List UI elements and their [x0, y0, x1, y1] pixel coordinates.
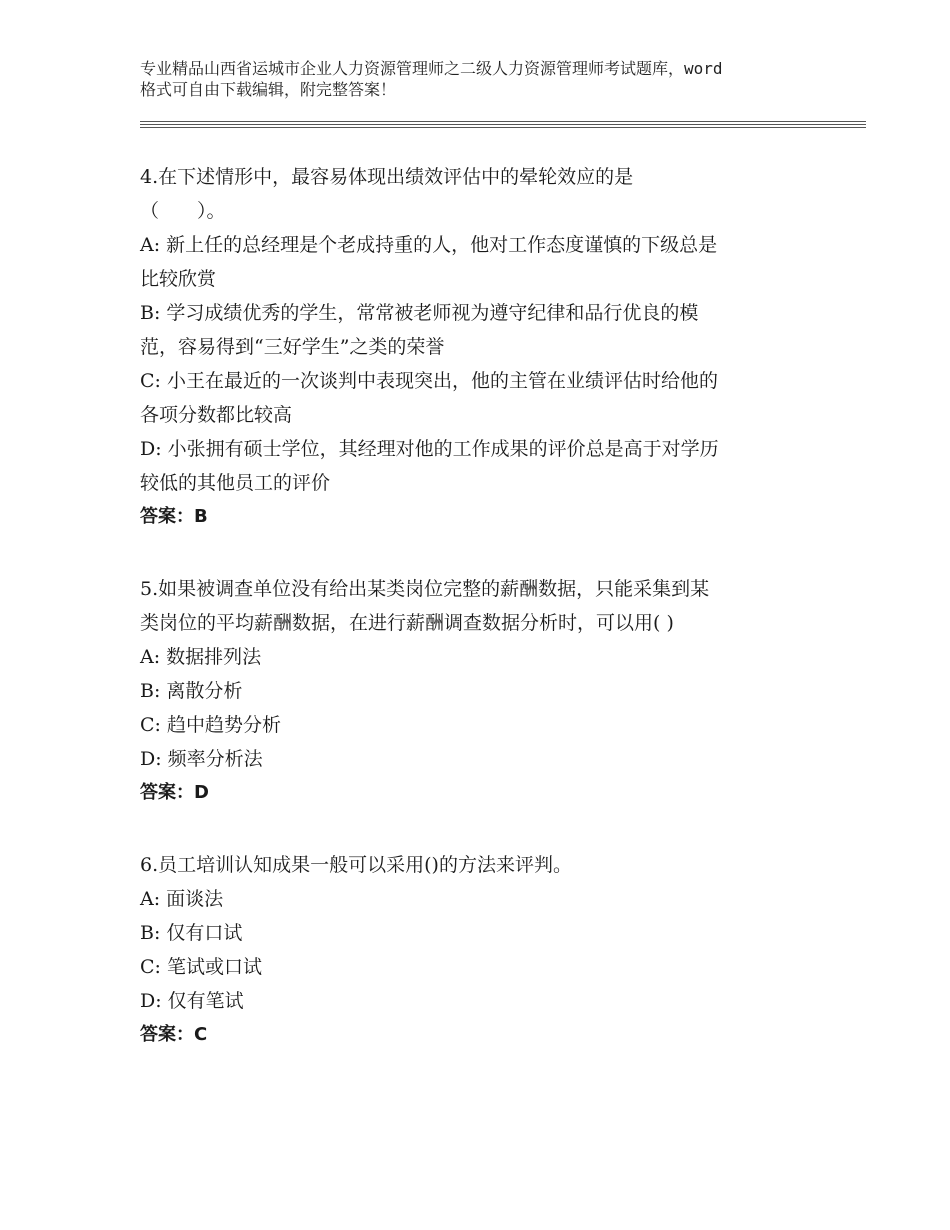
option-d: D: 频率分析法 [140, 748, 263, 770]
question-list [140, 160, 820, 1090]
question-stem: （ ）。 [140, 200, 226, 222]
option-c: 各项分数都比较高 [140, 404, 293, 426]
option-d: 较低的其他员工的评价 [140, 472, 331, 494]
header-line-2: 格式可自由下载编辑，附完整答案！ [140, 80, 397, 99]
option-c: C: 笔试或口试 [140, 956, 262, 978]
option-a: A: 数据排列法 [140, 646, 262, 668]
option-a: A: 新上任的总经理是个老成持重的人，他对工作态度谨慎的下级总是 [140, 234, 718, 256]
question-4 [140, 160, 820, 534]
question-stem: 6.员工培训认知成果一般可以采用()的方法来评判。 [140, 854, 572, 876]
question-stem: 5.如果被调查单位没有给出某类岗位完整的薪酬数据，只能采集到某 [140, 578, 710, 600]
question-5 [140, 572, 820, 810]
option-c: C: 趋中趋势分析 [140, 714, 281, 736]
header-rule [140, 127, 866, 128]
option-d: D: 小张拥有硕士学位，其经理对他的工作成果的评价总是高于对学历 [140, 438, 719, 460]
document-header [140, 58, 840, 100]
answer-label: 答案：D [140, 782, 209, 803]
header-line-1: 专业精品山西省运城市企业人力资源管理师之二级人力资源管理师考试题库，word [140, 59, 723, 78]
option-b: B: 学习成绩优秀的学生，常常被老师视为遵守纪律和品行优良的模 [140, 302, 699, 324]
question-stem: 4.在下述情形中，最容易体现出绩效评估中的晕轮效应的是 [140, 166, 634, 188]
option-c: C: 小王在最近的一次谈判中表现突出，他的主管在业绩评估时给他的 [140, 370, 718, 392]
option-b: 范，容易得到“三好学生”之类的荣誉 [140, 336, 445, 358]
question-stem: 类岗位的平均薪酬数据，在进行薪酬调查数据分析时，可以用( ) [140, 612, 674, 634]
header-rule [140, 121, 866, 122]
option-b: B: 仅有口试 [140, 922, 243, 944]
answer-label: 答案：B [140, 506, 208, 527]
option-a: A: 面谈法 [140, 888, 224, 910]
option-a: 比较欣赏 [140, 268, 217, 290]
answer-label: 答案：C [140, 1024, 208, 1045]
question-6 [140, 848, 820, 1052]
option-b: B: 离散分析 [140, 680, 243, 702]
option-d: D: 仅有笔试 [140, 990, 244, 1012]
header-rule [140, 124, 866, 125]
